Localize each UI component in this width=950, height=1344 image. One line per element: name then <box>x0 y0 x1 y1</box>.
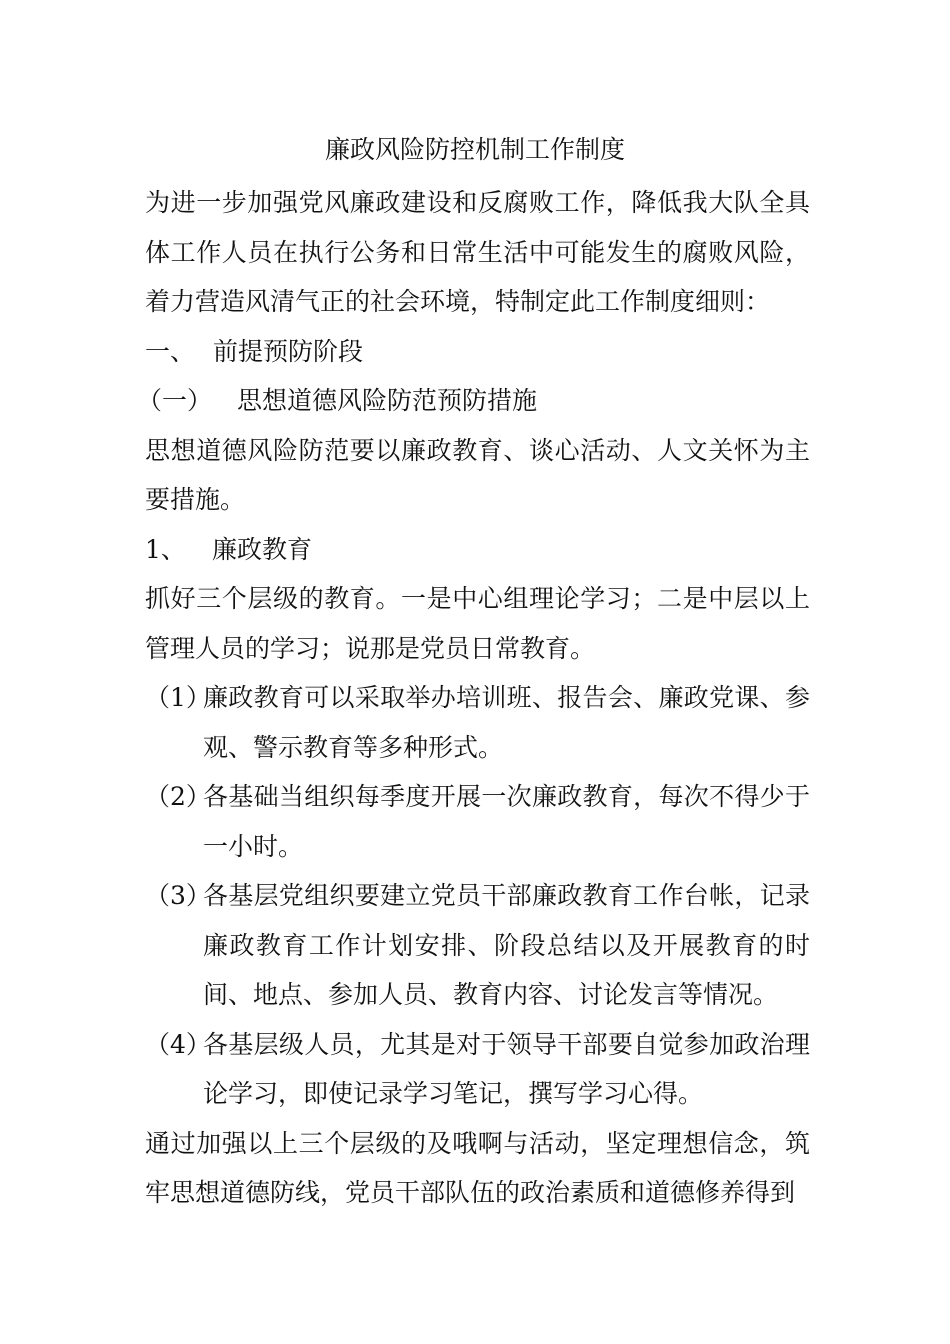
document-title: 廉政风险防控机制工作制度 <box>324 135 625 164</box>
list-item-marker: （3） <box>145 881 211 910</box>
list-item <box>145 1020 810 1119</box>
document-body <box>137 178 810 1218</box>
closing-paragraph: 通过加强以上三个层级的及哦啊与活动，坚定理想信念，筑牢思想道德防线，党员干部队伍的政治素质和道德修养得到 <box>145 1128 810 1207</box>
subsection-marker: （一） <box>137 386 213 415</box>
item-paragraph: 抓好三个层级的教育。一是中心组理论学习；二是中层以上管理人员的学习；说那是党员日常教育。 <box>145 584 810 663</box>
list-item-marker: （2） <box>145 782 211 811</box>
list-item <box>145 772 810 871</box>
subsection-paragraph: 思想道德风险防范要以廉政教育、谈心活动、人文关怀为主要措施。 <box>145 435 810 514</box>
item-title: 廉政教育 <box>212 534 313 564</box>
list-item <box>145 871 810 1020</box>
intro-paragraph: 为进一步加强党风廉政建设和反腐败工作，降低我大队全具体工作人员在执行公务和日常生活中可能发生的腐败风险，着力营造风清气正的社会环境，特制定此工作制度细则： <box>145 188 810 316</box>
section-title: 前提预防阶段 <box>213 336 364 366</box>
list-item-marker: （4） <box>145 1029 211 1059</box>
subsection-title: 思想道德风险防范预防措施 <box>237 386 538 415</box>
list-item-text: 各基层党组织要建立党员干部廉政教育工作台帐，记录廉政教育工作计划安排、阶段总结以及开展教育的时间、地点、参加人员、教育内容、讨论发言等情况。 <box>203 881 810 1009</box>
list-item-text: 各基层级人员，尤其是对于领导干部要自觉参加政治理论学习，即使记录学习笔记，撰写学习心得。 <box>203 1029 810 1108</box>
item-marker: 1、 <box>145 534 186 564</box>
item-heading <box>145 525 810 575</box>
list-item-text: 廉政教育可以采取举办培训班、报告会、廉政党课、参观、警示教育等多种形式。 <box>203 683 810 762</box>
list-item <box>145 673 810 772</box>
list-item-text: 各基础当组织每季度开展一次廉政教育，每次不得少于一小时。 <box>203 782 810 861</box>
section-marker: 一、 <box>145 336 196 366</box>
section-heading <box>145 327 810 377</box>
list-item-marker: （1） <box>145 683 211 712</box>
subsection-heading <box>137 376 810 426</box>
